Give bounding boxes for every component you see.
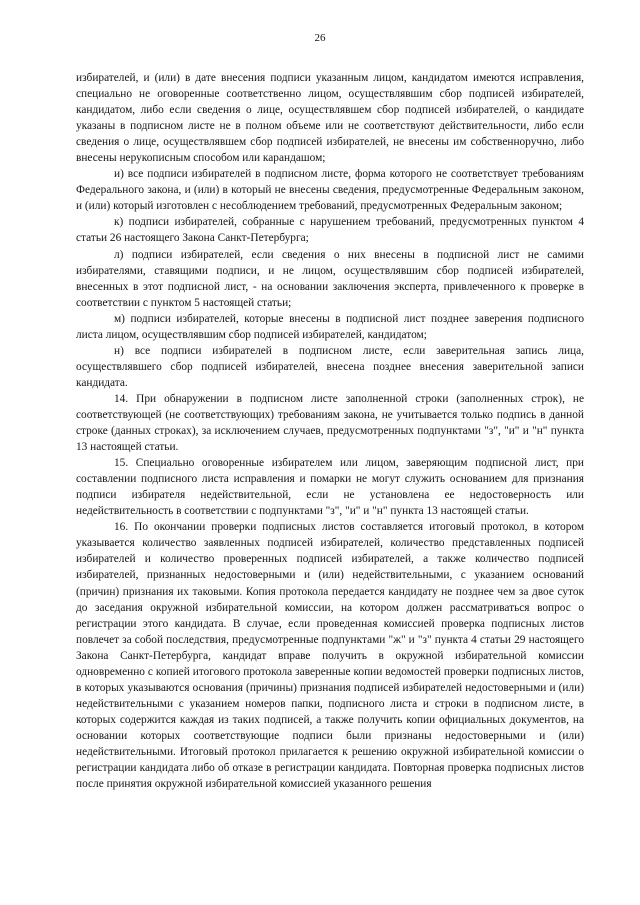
paragraph: м) подписи избирателей, которые внесены в подписной лист позднее заверения подписного листа лицом, осуществлявшим сбор подписей избирателей, кандидатом; [76,312,584,341]
paragraph: 16. По окончании проверки подписных листов составляется итоговый протокол, в котором указывается количество заявленных подписей избирателей, количество представленных подписей избирателей и количество проверенных подписей избирателей, а также количество подписей избирателей, признанных недостоверными и (или) недействительными, с указанием оснований (причин) признания их таковыми. Копия протокола передается кандидату не позднее чем за двое суток до заседания окружной избирательной комиссии, на котором должен рассматриваться вопрос о регистрации этого кандидата. В случае, если проведенная комиссией проверка подписных листов повлечет за собой последствия, предусмотренные подпунктами "ж" и "з" пункта 4 статьи 29 настоящего Закона Санкт-Петербурга, кандидат вправе получить в окружной избирательной комиссии одновременно с копией итогового протокола заверенные копии ведомостей проверки подписных листов, в которых указываются основания (причины) признания подписей избирателей недостоверными и (или) недействительными с указанием номеров папки, подписного листа и строки в подписном листе, в которых содержится каждая из таких подписей, а также получить копии официальных документов, на основании которых соответствующие подписи были признаны недостоверными и (или) недействительными. Итоговый протокол прилагается к решению окружной избирательной комиссии о регистрации кандидата либо об отказе в регистрации кандидата. Повторная проверка подписных листов после принятия окружной избирательной комиссией указанного решения [76,521,584,791]
paragraph: избирателей, и (или) в дате внесения подписи указанным лицом, кандидатом имеются исправления, специально не оговоренные соответственно лицом, осуществлявшим сбор подписей избирателей, кандидатом, либо если сведения о лице, осуществлявшем сбор подписей избирателей, о кандидате указаны в подписном листе не в полном объеме или не соответствуют действительности, либо если сведения о лице, осуществлявшем сбор подписей избирателей, не внесены им собственноручно, либо внесены нерукописным способом или карандашом; [76,72,584,165]
paragraph: 15. Специально оговоренные избирателем или лицом, заверяющим подписной лист, при составлении подписного листа исправления и помарки не могут служить основанием для признания подписи избирателя недействительной, если не установлена ее недостоверность или недействительность в соответствии с подпунктами "з", "и" и "н" пункта 13 настоящей статьи. [76,457,584,518]
paragraph: 14. При обнаружении в подписном листе заполненной строки (заполненных строк), не соответствующей (не соответствующих) требованиям закона, не учитывается только подпись в данной строке (данных строках), за исключением случаев, предусмотренных подпунктами "з", "и" и "н" пункта 13 настоящей статьи. [76,392,584,454]
paragraph: и) все подписи избирателей в подписном листе, форма которого не соответствует требованиям Федерального закона, и (или) в который не внесены сведения, предусмотренные Федеральным законом, и (или) который изготовлен с несоблюдением требований, предусмотренных Федеральным законом; [76,168,584,213]
paragraph: л) подписи избирателей, если сведения о них внесены в подписной лист не самими избирателями, ставящими подписи, и не лицом, осуществлявшим сбор подписей избирателей, внесенных в этот подписной лист, - на основании заключения эксперта, привлеченного к проверке в соответствии с пунктом 5 настоящей статьи; [76,248,584,309]
page-number: 26 [314,32,326,44]
paragraph: н) все подписи избирателей в подписном листе, если заверительная запись лица, осуществлявшего сбор подписей избирателей, внесена позднее внесения заверительной записи кандидата. [76,344,584,389]
document-body [76,70,584,792]
paragraph: к) подписи избирателей, собранные с нарушением требований, предусмотренных пунктом 4 статьи 26 настоящего Закона Санкт-Петербурга; [76,216,584,245]
